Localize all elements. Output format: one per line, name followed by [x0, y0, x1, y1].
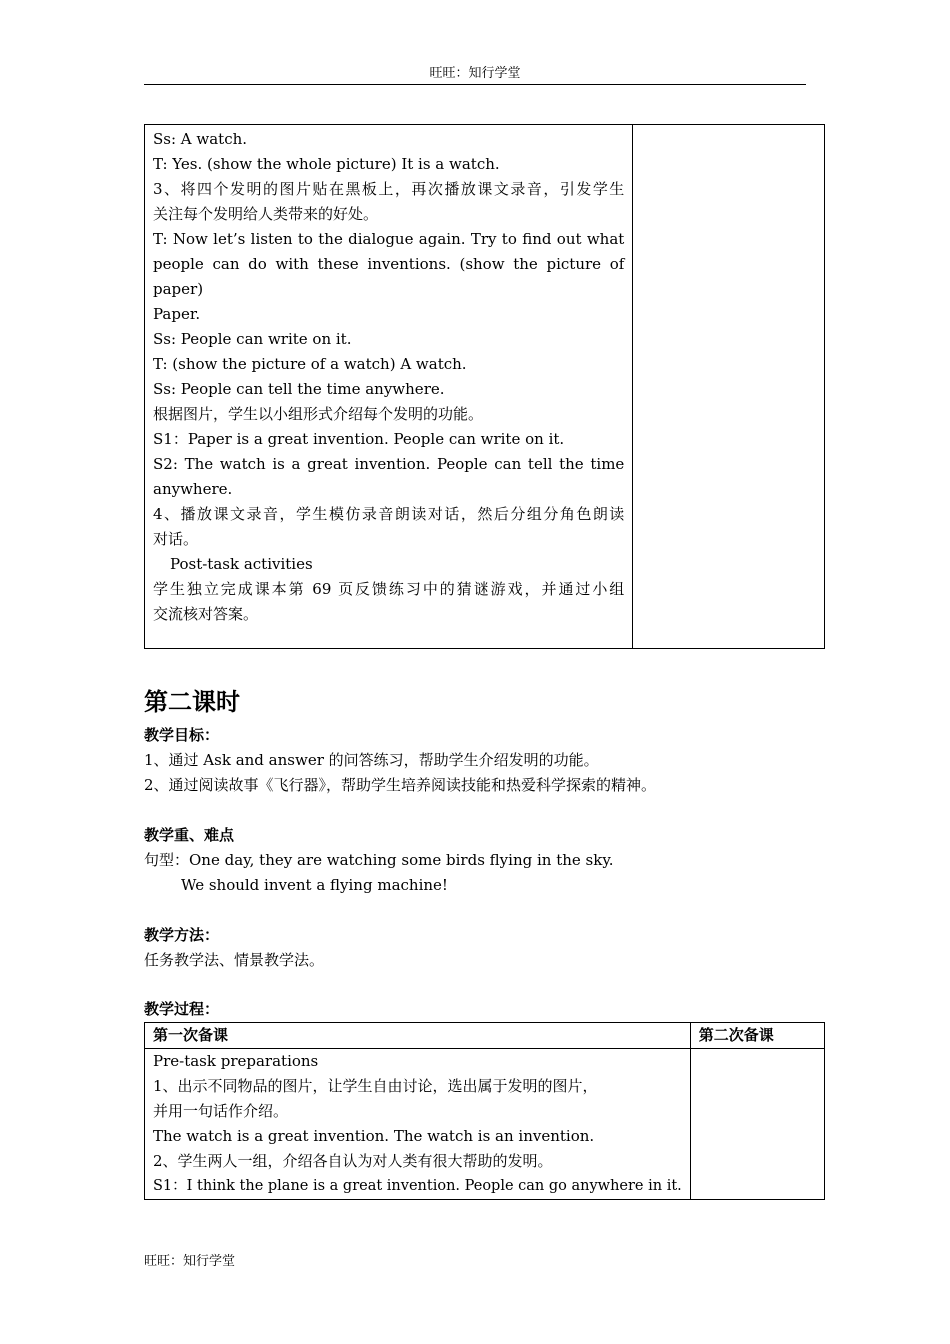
key-points-heading: 教学重、难点 [144, 826, 235, 844]
table-line: S1：I think the plane is a great invention. People can go anywhere in it. [153, 1178, 682, 1194]
process-heading: 教学过程： [144, 1000, 220, 1018]
table-line: S1：Paper is a great invention. People can write on it. [153, 430, 565, 448]
page-footer: 旺旺：知行学堂 [144, 1254, 236, 1269]
lesson-plan-table-1 [144, 124, 825, 649]
table-line: T: Yes. (show the whole picture) It is a watch. [153, 155, 500, 173]
col-header-first-prep: 第一次备课 [145, 1023, 691, 1049]
key-points-section [144, 823, 824, 898]
methods-text: 任务教学法、情景教学法。 [144, 951, 325, 969]
table-line: T: Now let’s listen to the dialogue again. Try to find out what [153, 230, 625, 248]
objectives-section [144, 723, 824, 798]
key-point-line: We should invent a flying machine! [181, 876, 448, 894]
first-prep-cell [145, 125, 633, 649]
methods-heading: 教学方法： [144, 926, 220, 944]
lesson-title: 第二课时 [144, 688, 240, 716]
objective-item: 2、通过阅读故事《飞行器》，帮助学生培养阅读技能和热爱科学探索的精神。 [144, 776, 657, 794]
key-point-line: 句型：One day, they are watching some birds flying in the sky. [144, 851, 614, 869]
table-line: 并用一句话作介绍。 [153, 1102, 289, 1120]
second-prep-cell [690, 1049, 824, 1200]
methods-section [144, 923, 824, 973]
process-section [144, 997, 824, 1022]
first-prep-cell [145, 1049, 691, 1200]
objective-item: 1、通过 Ask and answer 的问答练习，帮助学生介绍发明的功能。 [144, 751, 599, 769]
table-line: Ss: People can tell the time anywhere. [153, 380, 445, 398]
lesson-plan-table-2 [144, 1022, 825, 1200]
table-line: 对话。 [153, 530, 199, 548]
table-line: 4、播放课文录音，学生模仿录音朗读对话，然后分组分角色朗读 [153, 505, 625, 523]
table-line: people can do with these inventions. (show the picture of paper) [153, 255, 625, 298]
table-line: 2、学生两人一组，介绍各自认为对人类有很大帮助的发明。 [153, 1152, 553, 1170]
table-line: Ss: People can write on it. [153, 330, 352, 348]
table-line: Pre-task preparations [153, 1052, 319, 1070]
table-line: T: (show the picture of a watch) A watch. [153, 355, 467, 373]
table-line: 1、出示不同物品的图片，让学生自由讨论，选出属于发明的图片， [153, 1077, 598, 1095]
col-header-second-prep: 第二次备课 [690, 1023, 824, 1049]
page-header: 旺旺：知行学堂 [144, 66, 806, 85]
table-line: 关注每个发明给人类带来的好处。 [153, 205, 379, 223]
table-line: The watch is a great invention. The watch is an invention. [153, 1127, 595, 1145]
objectives-heading: 教学目标： [144, 726, 220, 744]
table-line: Ss: A watch. [153, 130, 248, 148]
table-line: 根据图片，学生以小组形式介绍每个发明的功能。 [153, 405, 484, 423]
table-line: 3、将四个发明的图片贴在黑板上，再次播放课文录音，引发学生 [153, 180, 625, 198]
table-line: 学生独立完成课本第 69 页反馈练习中的猜谜游戏，并通过小组 [153, 580, 625, 598]
table-line: S2: The watch is a great invention. People can tell the time [153, 455, 625, 473]
table-line: 交流核对答案。 [153, 605, 259, 623]
table-line: anywhere. [153, 480, 233, 498]
table-line: Post-task activities [170, 555, 313, 573]
table-line: Paper. [153, 305, 201, 323]
second-prep-cell [633, 125, 825, 649]
